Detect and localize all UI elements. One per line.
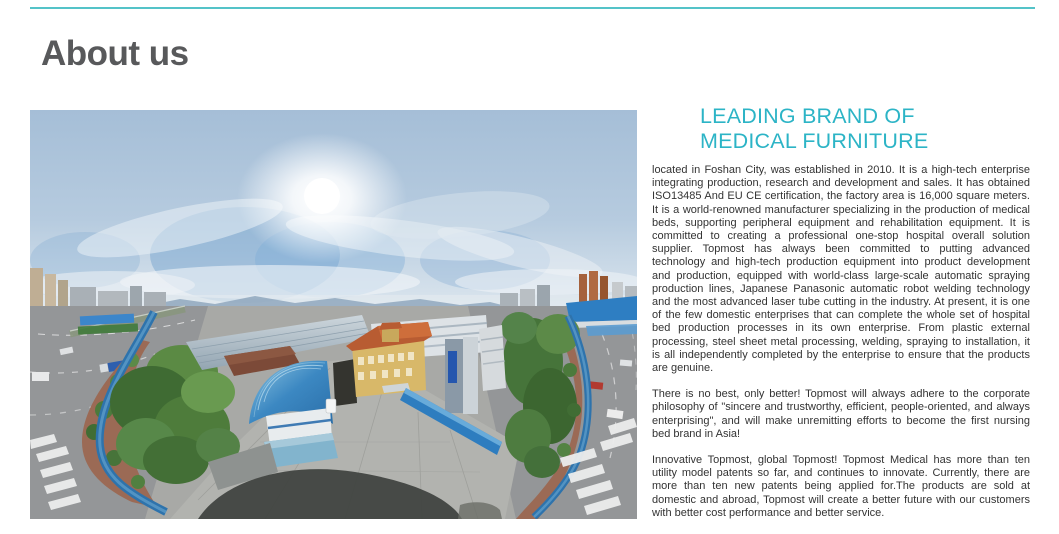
section-heading [700, 104, 1030, 154]
factory-panorama-illustration [30, 110, 637, 519]
page-title: About us [41, 34, 189, 73]
about-paragraph-2: There is no best, only better! Topmost will always adhere to the corporate philosophy of "sincere and trustworthy, efficient, people-oriented, and always enterprising", and will make unremitting efforts to become the first nursing bed brand in Asia! [652, 388, 1030, 440]
about-paragraph-1: located in Foshan City, was established in 2010. It is a high-tech enterprise integrating production, research and development and sales. It has obtained ISO13485 And EU CE certification, the factory area is 16,000 square meters. It is a world-renowned manufacturer specializing in the production of medical beds, supporting peripheral equipment and rehabilitation equipment. It is committed to creating a professional one-stop hospital overall solution supplier. Topmost has always been committed to putting advanced technology and high-tech production equipment into product development and production, equipped with world-class large-scale automatic spraying production lines, Japanese Panasonic automatic robot welding technology and the most advanced laser tube cutting in the industry. At present, it is one of the few domestic enterprises that can complete the whole set of hospital bed production processes in its own enterprise. From plastic external processing, steel sheet metal processing, welding, spraying to installation, it is all independently completed by the enterprise to ensure that the products are genuine. [652, 164, 1030, 375]
about-paragraph-3: Innovative Topmost, global Topmost! Topmost Medical has more than ten utility model patents so far, and continues to innovate. Currently, there are more than ten new patents being applied for.The products are sold at domestic and abroad, Topmost will create a better future with our customers with better cost performance and better service. [652, 454, 1030, 519]
about-text-column [652, 104, 1030, 533]
factory-panorama-image [30, 110, 637, 519]
section-heading-line-2: MEDICAL FURNITURE [700, 129, 929, 153]
top-divider-line [30, 7, 1035, 9]
section-heading-line-1: LEADING BRAND OF [700, 104, 915, 128]
